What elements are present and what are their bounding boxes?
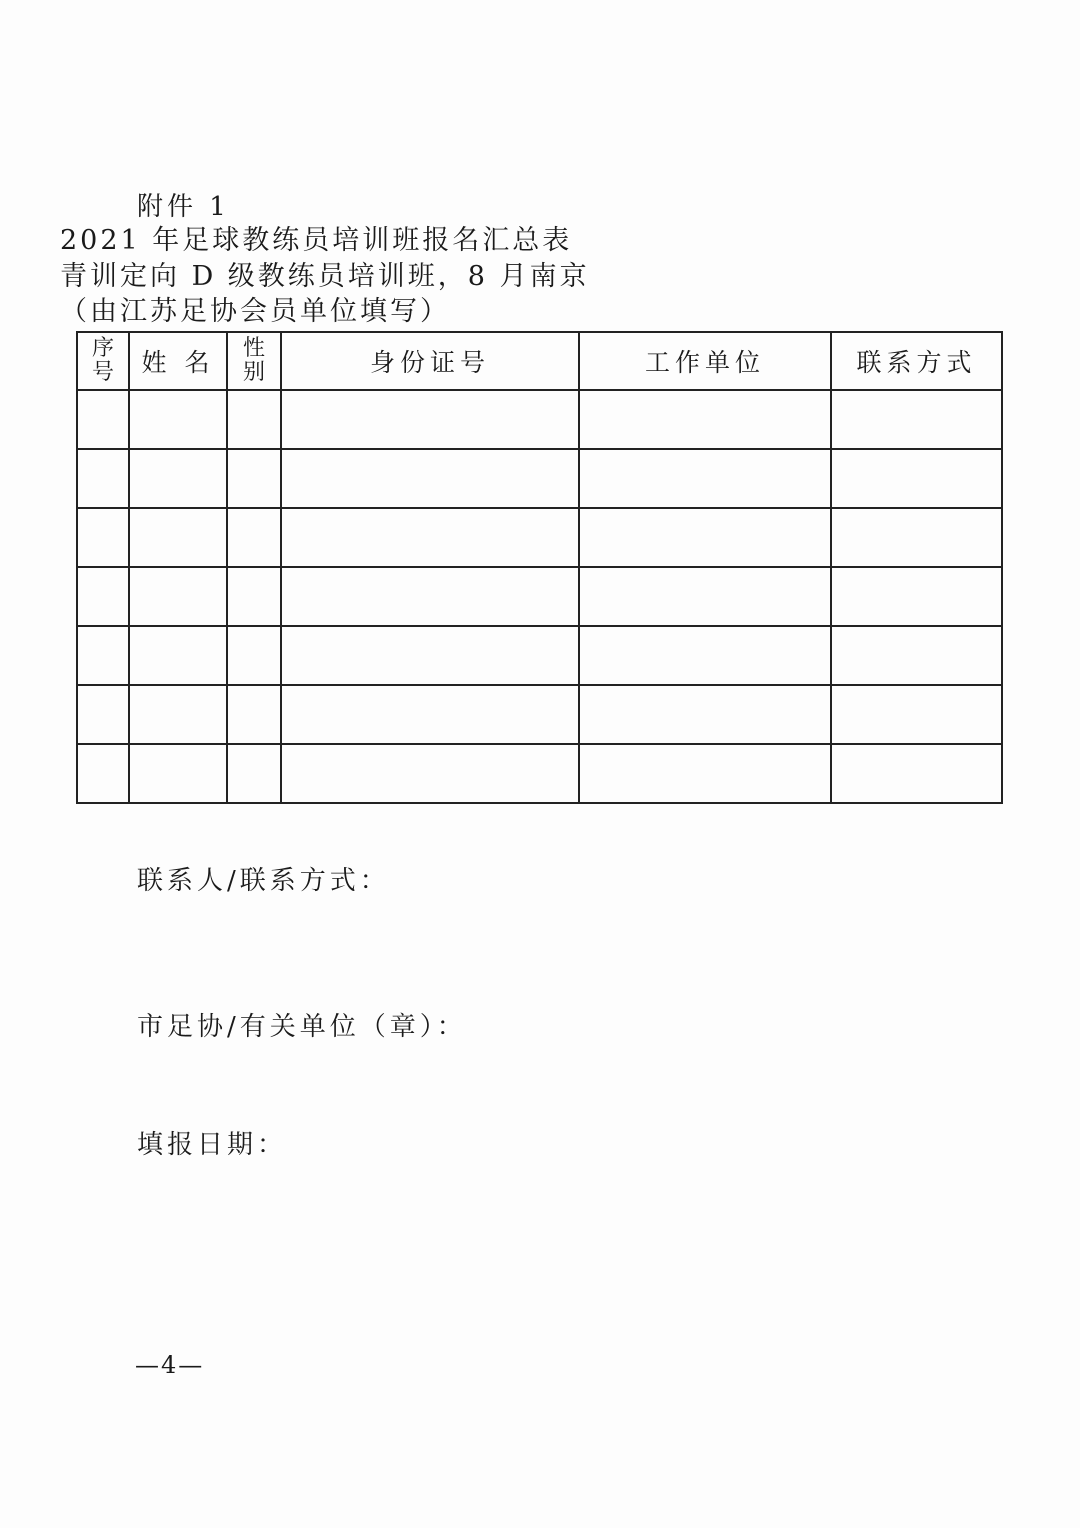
cell-name [129,744,227,803]
cell-gender [227,626,281,685]
form-title: 2021 年足球教练员培训班报名汇总表 [60,225,573,256]
association-seal-label: 市足协/有关单位（章）： [137,1012,467,1042]
registration-table [76,331,1003,804]
header-seq: 序 号 [77,332,129,390]
table-row [77,567,1002,626]
cell-contact [831,390,1002,449]
fill-date-label: 填报日期： [137,1130,288,1160]
cell-gender [227,390,281,449]
cell-name [129,626,227,685]
cell-seq [77,508,129,567]
cell-contact [831,685,1002,744]
cell-work-unit [579,744,831,803]
cell-seq [77,685,129,744]
cell-id-number [281,685,579,744]
cell-id-number [281,449,579,508]
cell-contact [831,626,1002,685]
cell-contact [831,449,1002,508]
cell-gender [227,508,281,567]
cell-work-unit [579,626,831,685]
cell-seq [77,567,129,626]
cell-id-number [281,567,579,626]
cell-work-unit [579,685,831,744]
cell-id-number [281,626,579,685]
page-number: —4— [135,1351,205,1379]
header-gender: 性 别 [227,332,281,390]
cell-work-unit [579,567,831,626]
cell-id-number [281,390,579,449]
cell-work-unit [579,390,831,449]
header-name: 姓 名 [129,332,227,390]
header-contact: 联系方式 [831,332,1002,390]
cell-name [129,508,227,567]
cell-name [129,685,227,744]
table-row [77,390,1002,449]
cell-gender [227,744,281,803]
form-subtitle: 青训定向 D 级教练员培训班，8 月南京 [60,261,590,292]
cell-gender [227,567,281,626]
table-row [77,626,1002,685]
cell-name [129,390,227,449]
form-note: （由江苏足协会员单位填写） [60,296,450,327]
header-id-number: 身份证号 [281,332,579,390]
cell-seq [77,390,129,449]
cell-gender [227,449,281,508]
table-header-row [77,332,1002,390]
cell-name [129,567,227,626]
cell-id-number [281,744,579,803]
cell-gender [227,685,281,744]
cell-seq [77,744,129,803]
table-row [77,508,1002,567]
cell-seq [77,626,129,685]
cell-contact [831,744,1002,803]
header-work-unit: 工作单位 [579,332,831,390]
cell-name [129,449,227,508]
table-row [77,744,1002,803]
cell-work-unit [579,508,831,567]
cell-contact [831,567,1002,626]
table-row [77,449,1002,508]
table-row [77,685,1002,744]
cell-contact [831,508,1002,567]
cell-id-number [281,508,579,567]
cell-work-unit [579,449,831,508]
cell-seq [77,449,129,508]
contact-person-label: 联系人/联系方式： [137,866,390,896]
attachment-label: 附件 1 [137,192,230,222]
